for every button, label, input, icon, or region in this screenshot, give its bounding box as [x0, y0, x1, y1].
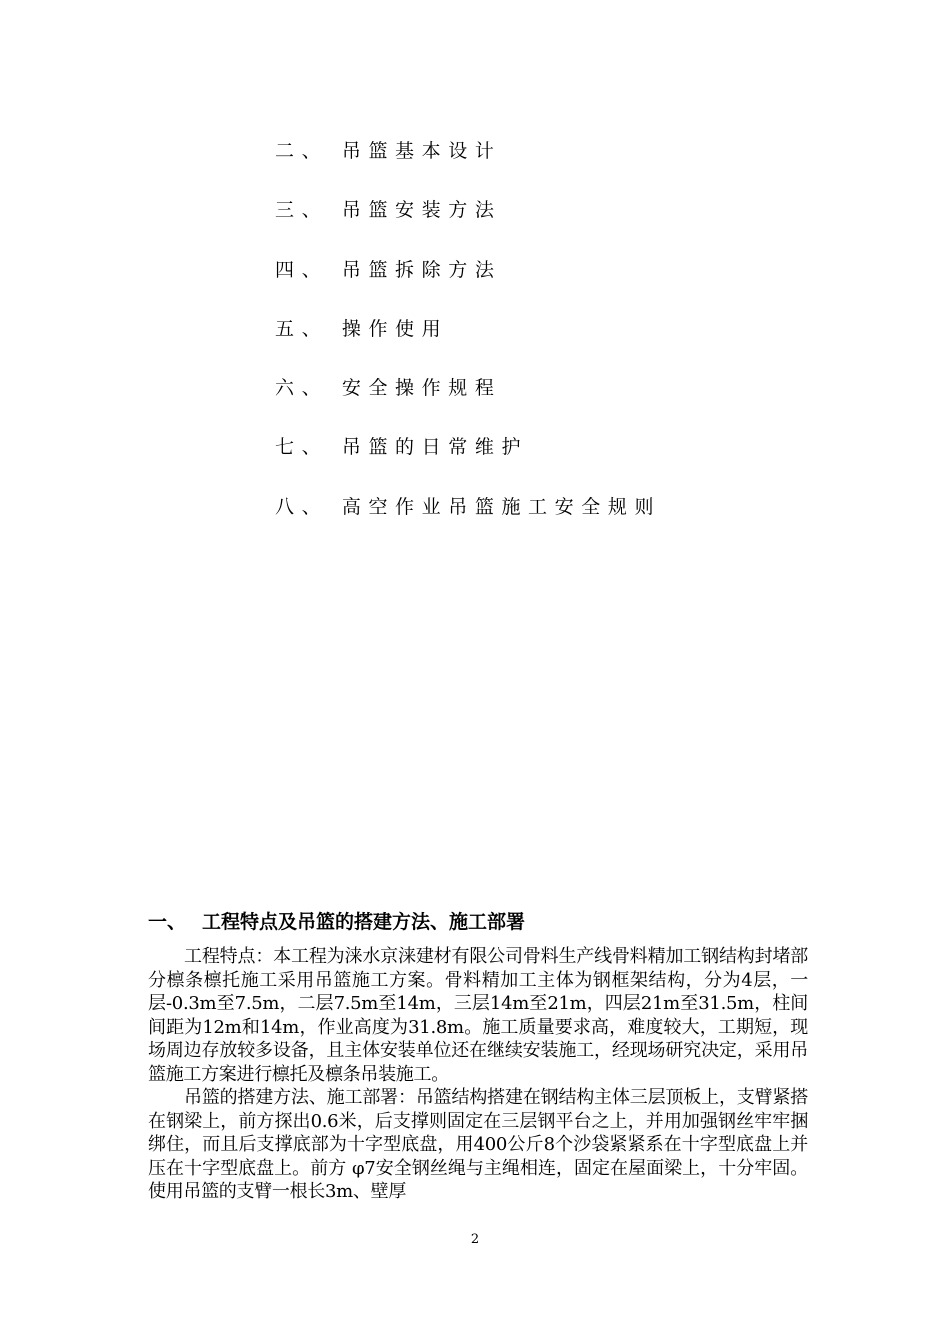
- paragraph-construction-deployment: 吊篮的搭建方法、施工部署：吊篮结构搭建在钢结构主体三层顶板上，支臂紧搭在钢梁上，前方探出0.6米，后支撑则固定在三层钢平台之上，并用加强钢丝牢牢捆绑住，而且后支撑底部为十字型底盘，用400公斤8个沙袋紧紧系在十字型底盘上并压在十字型底盘上。前方 φ7安全钢丝绳与主绳相连，固定在屋面梁上，十分牢固。使用吊篮的支臂一根长3m、壁厚: [148, 1087, 808, 1202]
- body-text: [148, 945, 808, 1204]
- section-heading: [148, 909, 525, 935]
- table-of-contents: [275, 136, 661, 551]
- toc-item-3: 三、 吊篮安装方法: [275, 199, 502, 222]
- toc-item-8: 八、 高空作业吊篮施工安全规则: [275, 495, 662, 518]
- page-number: 2: [470, 1232, 480, 1247]
- toc-item-2: 二、 吊篮基本设计: [275, 140, 502, 162]
- paragraph-project-features: 工程特点：本工程为涞水京涞建材有限公司骨料生产线骨料精加工钢结构封堵部分檩条檩托施工采用吊篮施工方案。骨料精加工主体为钢框架结构，分为4层，一层-0.3m至7.5m，二层7.5m至14m，三层14m至21m，四层21m至31.5m，柱间间距为12m和14m，作业高度为31.8m。施工质量要求高，难度较大，工期短，现场周边存放较多设备，且主体安装单位还在继续安装施工，经现场研究决定，采用吊篮施工方案进行檩托及檩条吊装施工。: [148, 946, 808, 1085]
- toc-item-5: 五、 操作使用: [275, 317, 449, 340]
- toc-item-4: 四、 吊篮拆除方法: [275, 258, 502, 281]
- section-title: 工程特点及吊篮的搭建方法、施工部署: [202, 911, 526, 933]
- toc-item-6: 六、 安全操作规程: [275, 377, 502, 400]
- section-number: 一、: [148, 911, 187, 933]
- toc-item-7: 七、 吊篮的日常维护: [275, 436, 529, 459]
